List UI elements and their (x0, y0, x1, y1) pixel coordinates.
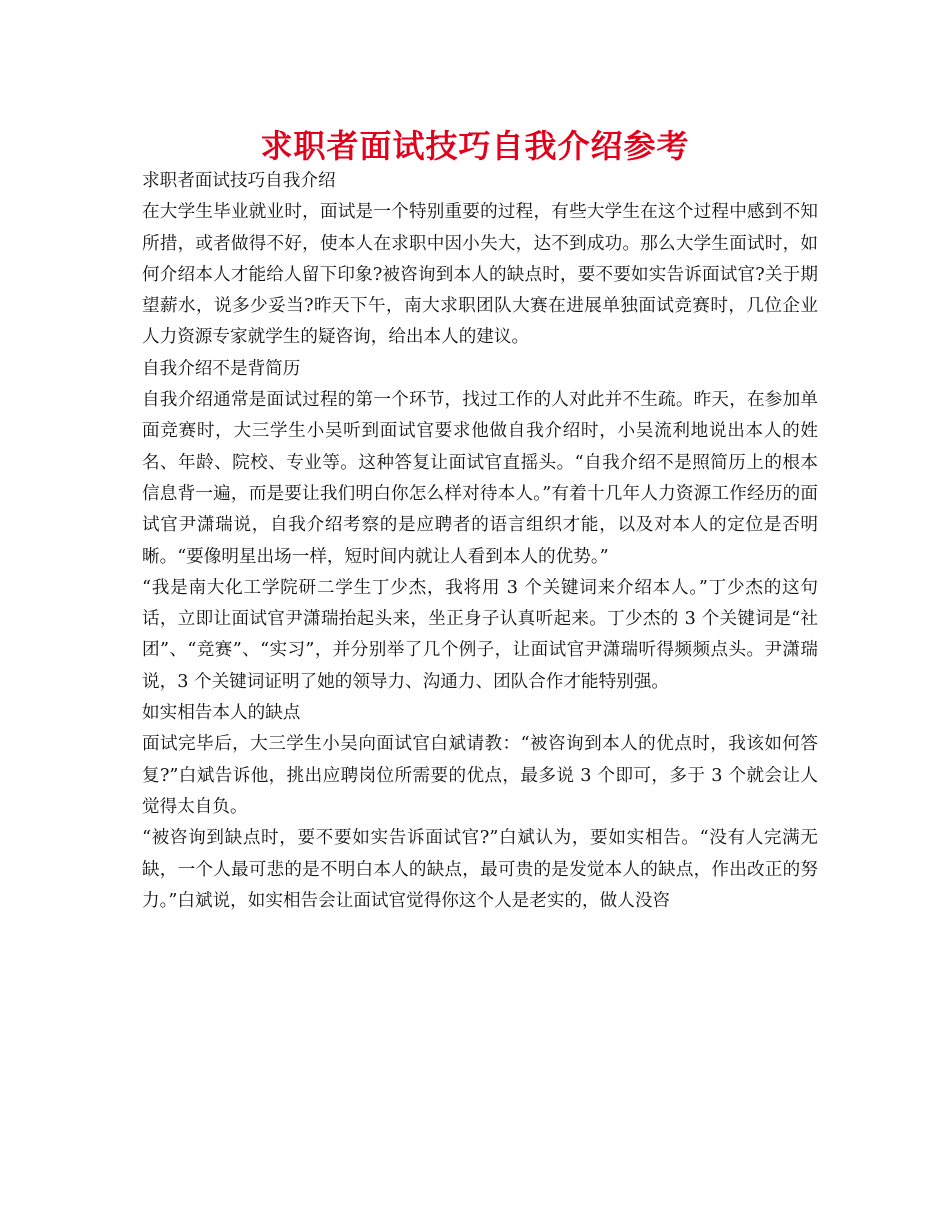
document-title: 求职者面试技巧自我介绍参考 (260, 127, 690, 165)
document-body (142, 166, 818, 917)
paragraph: 面试完毕后，大三学生小吴向面试官白斌请教：“被咨询到本人的优点时，我该如何答复?”白斌告诉他，挑出应聘岗位所需要的优点，最多说 3 个即可，多于 3 个就会让人觉得太自负。 (142, 734, 818, 817)
paragraph: 在大学生毕业就业时，面试是一个特别重要的过程，有些大学生在这个过程中感到不知所措，或者做得不好，使本人在求职中因小失大，达不到成功。那么大学生面试时，如何介绍本人才能给人留下印象?被咨询到本人的缺点时，要不要如实告诉面试官?关于期望薪水，说多少妥当?昨天下午，南大求职团队大赛在进展单独面试竞赛时，几位企业人力资源专家就学生的疑咨询，给出本人的建议。 (142, 202, 818, 348)
paragraph: “被咨询到缺点时，要不要如实告诉面试官?”白斌认为，要如实相告。“没有人完满无缺，一个人最可悲的是不明白本人的缺点，最可贵的是发觉本人的缺点，作出改正的努力。”白斌说，如实相告会让面试官觉得你这个人是老实的，做人没咨 (142, 828, 818, 911)
section-heading: 求职者面试技巧自我介绍 (142, 171, 336, 191)
paragraph: “我是南大化工学院研二学生丁少杰，我将用 3 个关键词来介绍本人。”丁少杰的这句话，立即让面试官尹潇瑞抬起头来，坐正身子认真听起来。丁少杰的 3 个关键词是“社团”、“竞赛”、“实习”，并分别举了几个例子，让面试官尹潇瑞听得频频点头。尹潇瑞说，3 个关键词证明了她的领导力、沟通力、团队合作才能特别强。 (142, 577, 818, 692)
paragraph: 自我介绍通常是面试过程的第一个环节，找过工作的人对此并不生疏。昨天，在参加单面竞赛时，大三学生小吴听到面试官要求他做自我介绍时，小吴流利地说出本人的姓名、年龄、院校、专业等。这种答复让面试官直摇头。“自我介绍不是照简历上的根本信息背一遍，而是要让我们明白你怎么样对待本人。”有着十几年人力资源工作经历的面试官尹潇瑞说，自我介绍考察的是应聘者的语言组织才能，以及对本人的定位是否明晰。“要像明星出场一样，短时间内就让人看到本人的优势。” (142, 390, 818, 567)
section-heading: 自我介绍不是背简历 (142, 358, 301, 379)
section-heading: 如实相告本人的缺点 (142, 703, 301, 724)
